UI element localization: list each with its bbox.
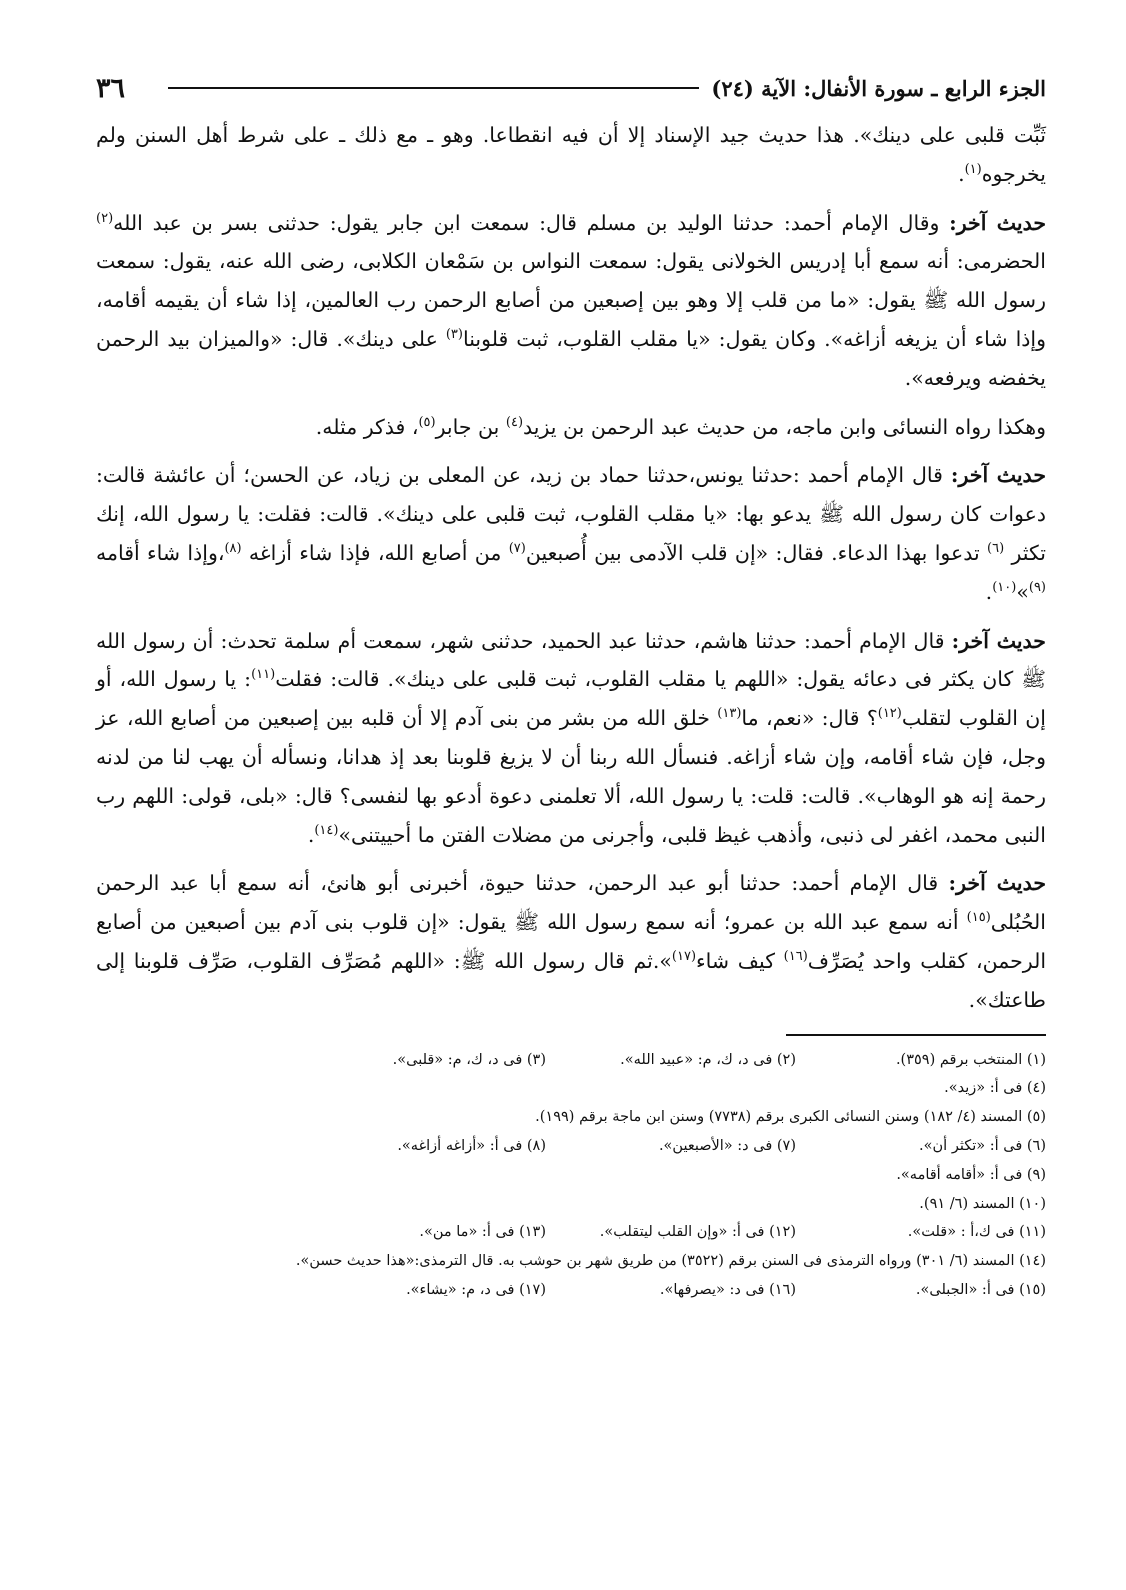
footnote-item: (٥) المسند (٤/ ١٨٢) وسنن النسائى الكبرى برقم (٧٧٣٨) وسنن ابن ماجة برقم (١٩٩).: [535, 1109, 1046, 1126]
paragraph-text: الحضرمى: أنه سمع أبا إدريس الخولانى يقول: سمعت النواس بن سَمْعان الكلابى، رضى الله عنه، يقول: سمعت رسول الله ﷺ يقول: «ما من قلب إلا وهو بين إصبعين من أصابع الرحمن رب العالمين، إذا شاء أن يقيمه أقامه، وإذا شاء أن يزيغه أزاغه». وكان يقول: «يا مقلب القلوب، ثبت قلوبنا: [96, 249, 1046, 351]
paragraph-text: على دينك». قال: «والميزان بيد الرحمن يخفضه ويرفعه».: [96, 326, 1046, 390]
paragraph-text: قال الإمام أحمد: حدثنا أبو عبد الرحمن، حدثنا حيوة، أخبرنى أبو هانئ، أنه سمع أبا عبد الرحمن الحُبُلى: [96, 871, 1046, 935]
paragraph-text: وهكذا رواه النسائى وابن ماجه، من حديث عبد الرحمن بن يزيد: [523, 414, 1046, 439]
paragraph-text: ،وإذا شاء أقامه: [96, 540, 225, 565]
hadith-heading: حديث آخر:: [951, 628, 1046, 653]
paragraph: [96, 622, 1046, 855]
footnote-separator: [786, 1034, 1046, 1036]
paragraph-text: ، فذكر مثله.: [315, 414, 419, 439]
hadith-heading: حديث آخر:: [949, 210, 1047, 235]
paragraph-text: .: [985, 579, 993, 604]
footnote-item: (٧) فى د: «الأصبعين».: [658, 1137, 796, 1154]
footnote-item: (١١) فى ك،أ : «قلت».: [907, 1224, 1046, 1241]
book-page: [96, 66, 1046, 1305]
header-rule: [168, 87, 699, 89]
paragraph-text: تدعوا بهذا الدعاء. فقال: «إن قلب الآدمى بين أُصبعين: [525, 540, 988, 565]
footnote-row: [96, 1247, 1046, 1276]
footnote-row: [96, 1074, 1046, 1103]
paragraph-text: : يا رسول الله، أو إن القلوب لتقلب: [96, 667, 1046, 731]
footnote-row: [96, 1218, 1046, 1247]
footnote-row: [96, 1103, 1046, 1132]
paragraph-text: ثَبِّت قلبى على دينك». هذا حديث جيد الإسناد إلا أن فيه انقطاعا. وهو ـ مع ذلك ـ على شرط أهل السنن ولم يخرجوه: [96, 123, 1046, 186]
footnote-item: (٦) فى أ: «تكثر أن».: [919, 1137, 1046, 1154]
paragraph-text: وقال الإمام أحمد: حدثنا الوليد بن مسلم قال: سمعت ابن جابر يقول: حدثنى بسر بن عبد الله: [113, 210, 950, 235]
paragraph-text: من أصابع الله، فإذا شاء أزاغه: [241, 540, 509, 565]
footnote-marker[interactable]: (١٥): [966, 910, 991, 926]
footnote-marker[interactable]: (١٦): [783, 949, 808, 965]
paragraph-text: ».ثم قال رسول الله ﷺ: «اللهم مُصَرِّف القلوب، صَرِّف قلوبنا إلى طاعتك».: [96, 948, 1046, 1012]
paragraph: [96, 408, 1046, 447]
footnote-row: [96, 1161, 1046, 1190]
footnote-row: [96, 1132, 1046, 1161]
paragraph-text: خلق الله من بشر من بنى آدم إلا أن قلبه بين إصبعين من أصابع الله، عز وجل، فإن شاء أقامه، وإن شاء أزاغه. فنسأل الله ربنا أن لا يزيغ قلوبنا بعد إذ هدانا، ونسأله أن يهب لنا من لدنه رحمة إنه هو الوهاب». قالت: قلت: يا رسول الله، ألا تعلمنى دعوة أدعو بها لنفسى؟ قال: «بلى، قولى: اللهم رب النبى محمد، اغفر لى ذنبى، وأذهب غيظ قلبى، وأجرنى من مضلات الفتن ما أحييتنى»: [96, 706, 1046, 847]
footnote-marker[interactable]: (٤): [505, 414, 524, 430]
footnote-item: (٣) فى د، ك، م: «قلبى».: [392, 1051, 546, 1068]
hadith-heading: حديث آخر:: [948, 871, 1046, 896]
footnote-marker[interactable]: (٦): [987, 541, 1005, 557]
paragraph-text: كيف شاء: [696, 948, 784, 973]
paragraph: [96, 204, 1046, 398]
paragraph-text: .: [958, 161, 965, 186]
paragraph: [96, 456, 1046, 611]
footnote-item: (١٠) المسند (٦/ ٩١).: [919, 1195, 1046, 1212]
footnote-item: (١) المنتخب برقم (٣٥٩).: [895, 1051, 1046, 1068]
footnote-item: (١٣) فى أ: «ما من».: [419, 1224, 546, 1241]
footnote-item: (٩) فى أ: «أقامه أقامه».: [896, 1166, 1046, 1183]
footnote-marker[interactable]: (٩): [1028, 579, 1046, 595]
paragraph-text: قال الإمام أحمد :حدثنا يونس،حدثنا حماد بن زيد، عن المعلى بن زياد، عن الحسن؛ أن عائشة قالت: دعوات كان رسول الله ﷺ يدعو بها: «يا مقلب القلوب، ثبت قلبى على دينك». قالت: فقلت: يا رسول الله، إنك تكثر: [96, 463, 1047, 565]
footnote-row: [96, 1190, 1046, 1219]
footnote-marker[interactable]: (١١): [251, 667, 276, 683]
paragraph-text: .: [307, 822, 315, 847]
footnote-item: (٨) فى أ: «أزاغه أزاغه».: [397, 1137, 546, 1154]
footnotes: [96, 1046, 1046, 1305]
paragraph-text: أنه سمع عبد الله بن عمرو؛ أنه سمع رسول الله ﷺ يقول: «إن قلوب بنى آدم بين أصبعين من أصابع الرحمن، كقلب واحد يُصَرِّف: [96, 910, 1047, 973]
footnote-item: (١٢) فى أ: «وإن القلب ليتقلب».: [599, 1224, 796, 1241]
main-text: [96, 116, 1046, 1020]
page-header: [96, 66, 1046, 110]
footnote-marker[interactable]: (٣): [445, 327, 463, 343]
hadith-heading: حديث آخر:: [950, 463, 1046, 488]
footnote-item: (١٤) المسند (٦/ ٣٠١) ورواه الترمذى فى السنن برقم (٣٥٢٢) من طريق شهر بن حوشب به. قال الترمذى:«هذا حديث حسن».: [295, 1253, 1046, 1270]
footnote-row: [96, 1046, 1046, 1075]
footnote-item: (١٥) فى أ: «الجبلى».: [915, 1281, 1046, 1298]
footnote-marker[interactable]: (٧): [508, 541, 526, 557]
footnote-marker[interactable]: (٥): [418, 414, 436, 430]
footnote-marker[interactable]: (١٧): [671, 949, 697, 965]
footnote-marker[interactable]: (١٠): [992, 579, 1017, 595]
footnote-marker[interactable]: (١٣): [717, 706, 742, 722]
paragraph-text: ؟ قال: «نعم، ما: [741, 706, 878, 731]
footnote-item: (١٧) فى د، م: «يشاء».: [406, 1281, 546, 1298]
footnote-marker[interactable]: (١٢): [877, 706, 902, 722]
running-title: الجزء الرابع ـ سورة الأنفال: الآية (٢٤): [711, 75, 1046, 101]
footnote-item: (٢) فى د، ك، م: «عبيد الله».: [620, 1051, 796, 1068]
footnote-marker[interactable]: (١٤): [314, 822, 339, 838]
footnote-marker[interactable]: (٢): [96, 210, 114, 226]
paragraph-text: »: [1016, 579, 1029, 604]
footnote-item: (١٦) فى د: «يصرفها».: [659, 1281, 796, 1298]
footnote-item: (٤) فى أ: «زيد».: [944, 1080, 1046, 1097]
footnote-row: [96, 1276, 1046, 1305]
footnote-marker[interactable]: (٨): [224, 541, 242, 557]
paragraph-text: بن جابر: [435, 414, 506, 439]
page-number: ٣٦: [96, 72, 126, 104]
paragraph: [96, 116, 1046, 194]
paragraph-text: قال الإمام أحمد: حدثنا هاشم، حدثنا عبد الحميد، حدثنى شهر، سمعت أم سلمة تحدث: أن رسول الله ﷺ كان يكثر فى دعائه يقول: «اللهم يا مقلب القلوب، ثبت قلبى على دينك». قالت: فقلت: [96, 628, 1046, 692]
paragraph: [96, 864, 1046, 1019]
footnote-marker[interactable]: (١): [964, 161, 982, 177]
